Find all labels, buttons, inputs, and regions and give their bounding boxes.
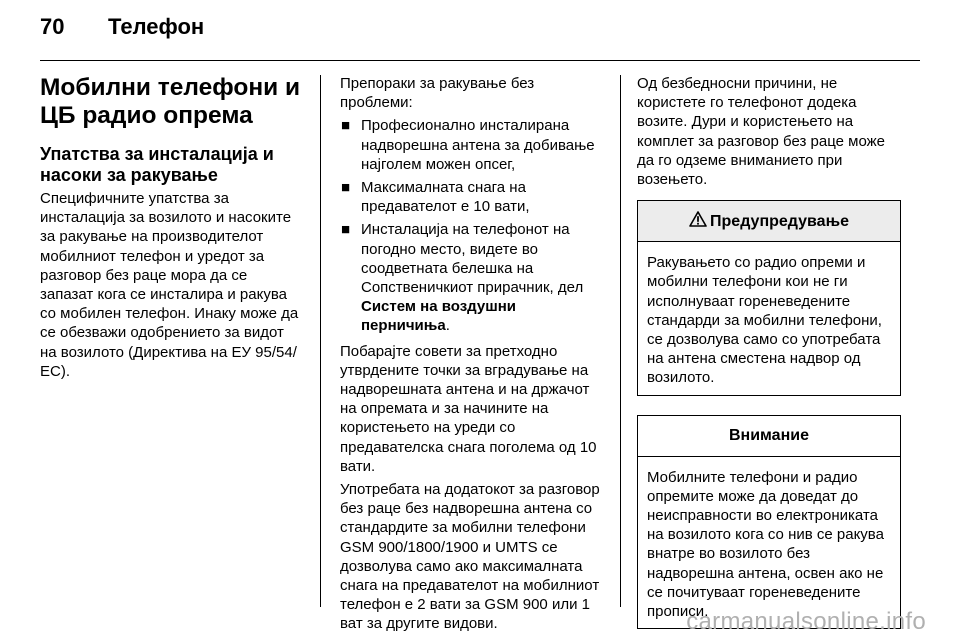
handsfree-paragraph: Употребата на додатокот за разговор без раце без надворешна антена со стандардите за мобилни телефони GSM 900/1800/1900 и UMTS се дозволува само ако максималната снага на предавателот на мобилниот телефон е 2 вати за GSM 900 или 1 ват за другите видови.	[340, 481, 600, 633]
warning-text: Ракувањето со радио опреми и мобилни телефони кои не ги исполнуваат гореневедените стандарди за мобилни телефони, се дозволува само со употребата на антена сместена надвор од возилото.	[647, 254, 882, 387]
column-2	[340, 74, 604, 638]
recommendations-list	[340, 116, 604, 335]
safety-paragraph: Од безбедносни причини, не користете го телефонот додека возите. Дури и користењето на комплет за разговор без раце може да го одземе вниманието при возењето.	[637, 75, 886, 189]
list-item	[340, 178, 604, 216]
caution-box	[637, 415, 901, 630]
bullet-square-icon: ■	[341, 117, 351, 135]
warning-box-header	[638, 201, 900, 242]
list-item-text: Инсталација на телефонот на погодно место, видете во соодветната белешка на Сопственичкиот прирачник, дел	[361, 221, 584, 297]
bullet-square-icon: ■	[341, 179, 351, 197]
recommendations-intro: Препораки за ракување без проблеми:	[340, 75, 535, 112]
header-divider	[40, 60, 920, 61]
warning-box	[637, 200, 901, 395]
list-item	[340, 116, 604, 174]
subheading: Упатства за инсталација и насоки за ракување	[40, 144, 274, 185]
warning-title: Предупредување	[710, 212, 849, 230]
caution-box-header	[638, 416, 900, 457]
watermark: carmanualsonline.info	[686, 608, 926, 635]
column-divider-1	[320, 75, 321, 607]
antenna-paragraph: Побарајте совети за претходно утврдените точки за вградување на надворешната антена и на држачот на опремата и за начините на користењето на уреди со предавателска снага поголема од 10 вати.	[340, 342, 597, 475]
installation-paragraph: Специфичните упатства за инсталација за возилото и насоките за ракување на производителот мобилниот телефон и уредот за разговор без раце мора да се запазат кога се инсталира и ракува со мобилен телефон. Инаку може да се обезважи одобрението за видот на возилото (Директива на ЕУ 95/54/ ЕС).	[40, 190, 299, 380]
column-3	[637, 74, 901, 629]
caution-title: Внимание	[729, 427, 809, 445]
page-number: 70	[40, 14, 65, 39]
column-divider-2	[620, 75, 621, 607]
caution-text: Мобилните телефони и радио опремите може да доведат до неисправности во електрониката на возилото кога со нив се ракува внатре во возилото без надворешна антена, освен ако не се почитуваат гореневедените прописи.	[647, 468, 884, 621]
page-header	[40, 14, 920, 50]
cross-reference-link[interactable]: Систем на воздушни перничиња	[361, 298, 516, 335]
bullet-square-icon: ■	[341, 221, 351, 239]
warning-triangle-icon	[689, 211, 707, 232]
list-item-end: .	[445, 317, 450, 335]
list-item	[340, 220, 604, 335]
list-item-text: Професионално инсталирана надворешна антена за добивање најголем можен опсег,	[361, 117, 595, 173]
column-1	[40, 74, 302, 385]
list-item-text: Максималната снага на предавателот е 10 вати,	[361, 179, 530, 216]
section-title: Мобилни телефони и ЦБ радио опрема	[40, 74, 301, 129]
page-title: Телефон	[108, 14, 205, 39]
